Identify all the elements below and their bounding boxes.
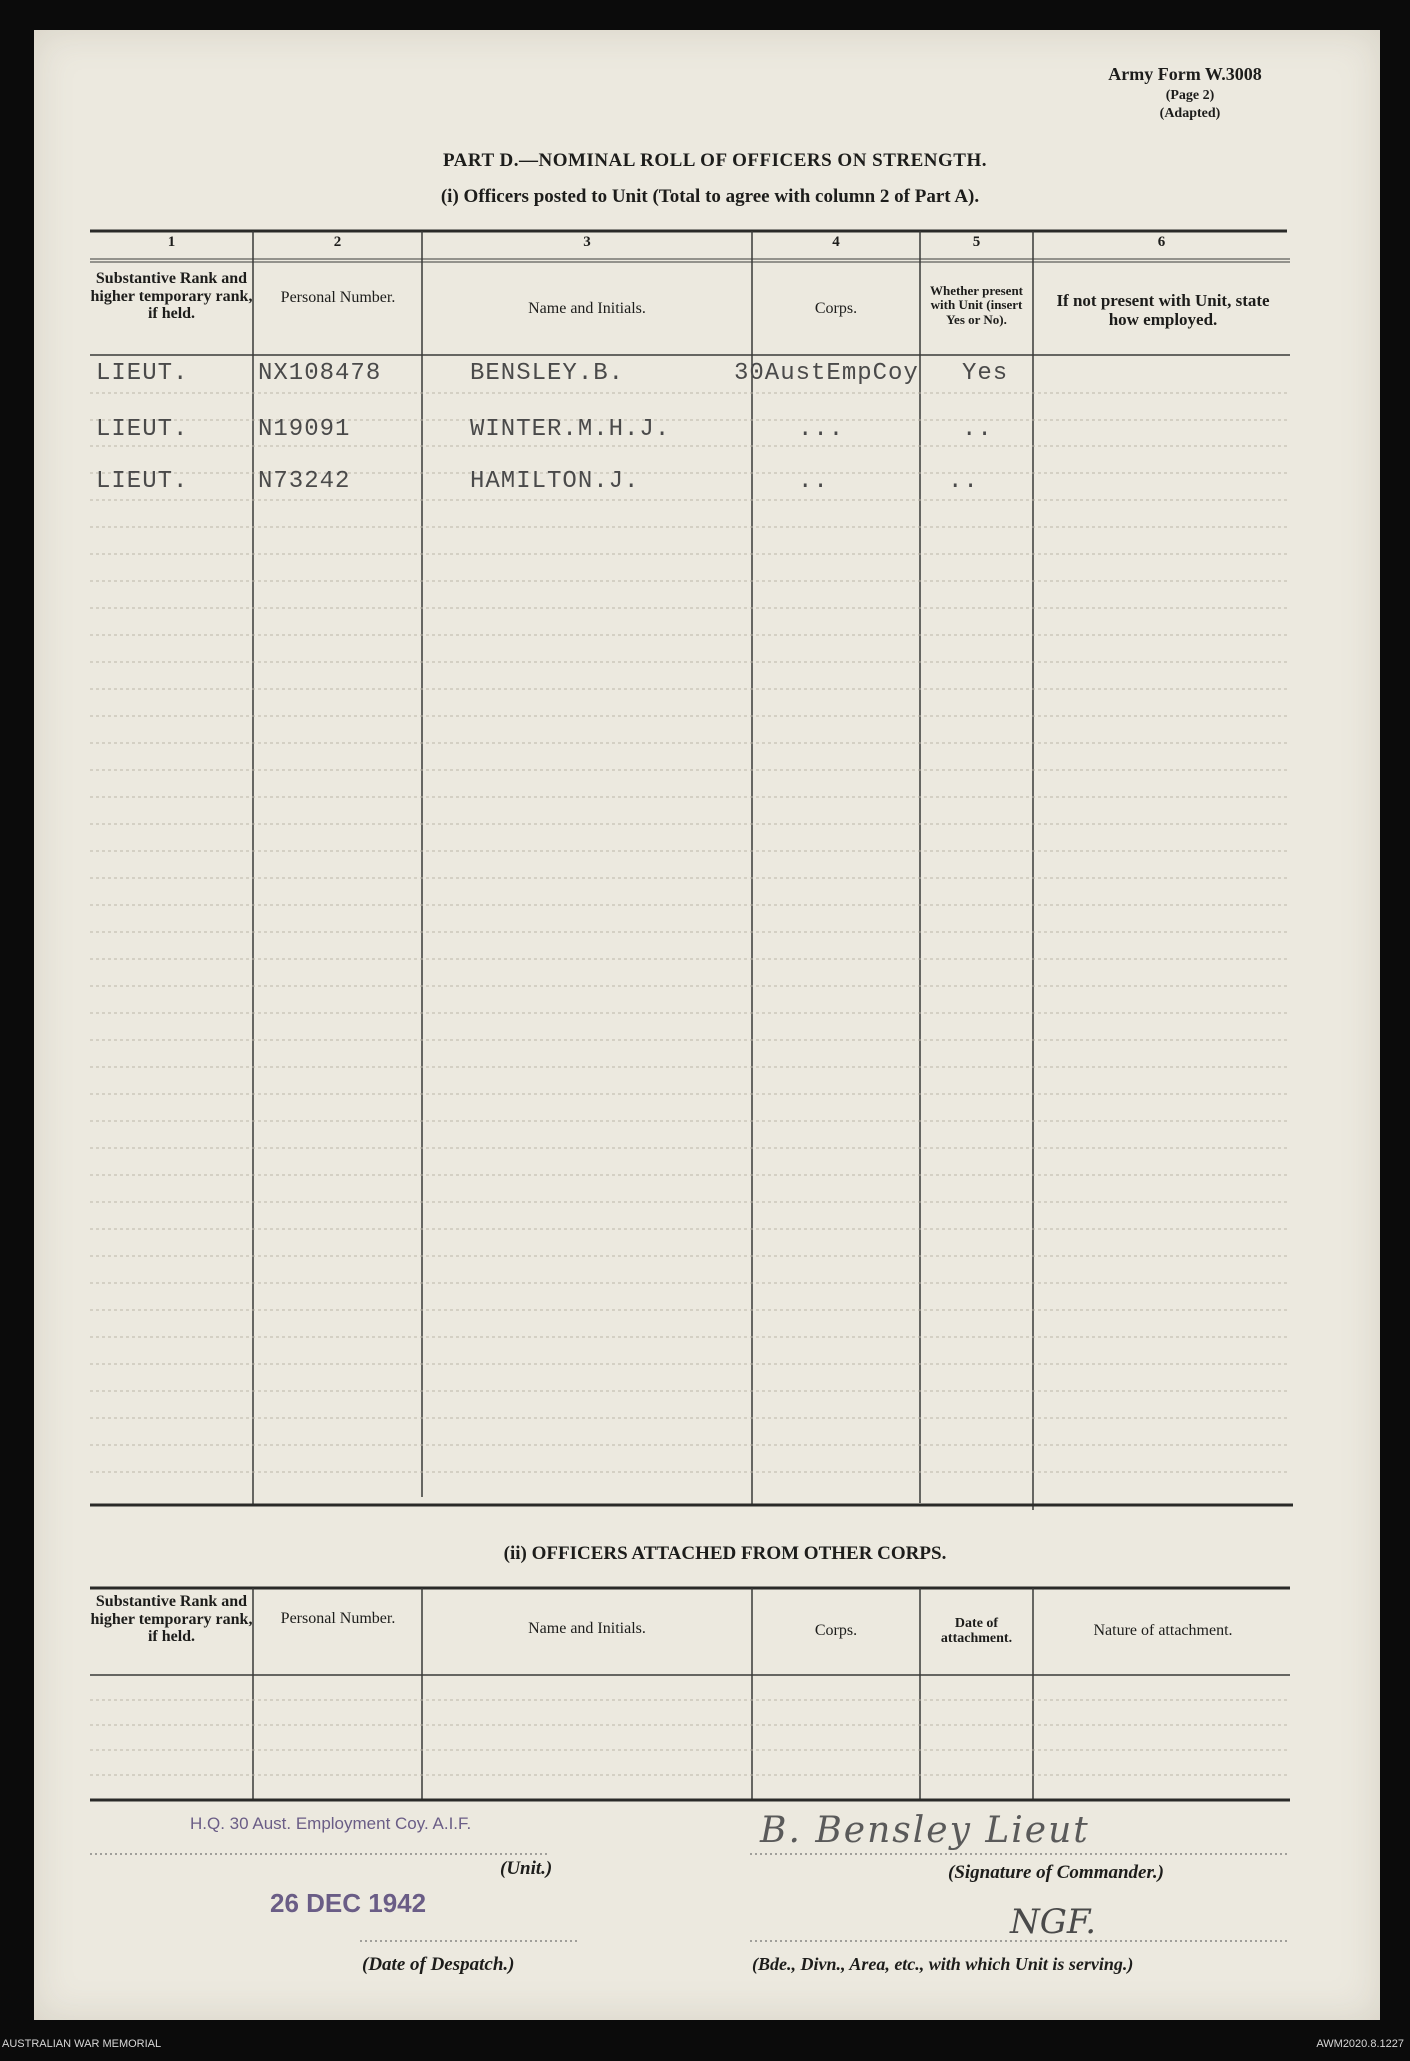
signature-label: (Signature of Commander.)	[948, 1862, 1164, 1883]
unit-stamp: H.Q. 30 Aust. Employment Coy. A.I.F.	[190, 1814, 472, 1833]
row2-rank: LIEUT.	[96, 416, 189, 443]
row1-corps: 30AustEmpCoy	[734, 360, 919, 387]
serving-label: (Bde., Divn., Area, etc., with which Unit is serving.)	[752, 1954, 1134, 1974]
col-number-5: 5	[972, 234, 981, 250]
form-adapted: (Adapted)	[1159, 106, 1221, 121]
serving-handwriting: NGF.	[1010, 1902, 1097, 1942]
header-rank: Substantive Rank and higher temporary rank, if held.	[90, 270, 253, 323]
form-id: Army Form W.3008	[1108, 64, 1262, 84]
s2-header-date: Date of attachment.	[940, 1616, 1013, 1647]
section2-title: (ii) OFFICERS ATTACHED FROM OTHER CORPS.	[503, 1543, 947, 1564]
signature-line	[750, 1853, 1290, 1857]
s2-header-name: Name and Initials.	[528, 1620, 646, 1637]
col-number-6: 6	[1157, 234, 1166, 250]
row3-rank: LIEUT.	[96, 468, 189, 495]
section1-title-rest: (Total to agree with column 2 of Part A).	[652, 186, 980, 207]
col-number-4: 4	[832, 234, 840, 250]
row1-rank: LIEUT.	[96, 360, 189, 387]
unit-label: (Unit.)	[500, 1858, 553, 1879]
col-number-2: 2	[333, 234, 342, 250]
unit-line	[90, 1853, 550, 1857]
header-employed: If not present with Unit, state how employed.	[1056, 291, 1270, 329]
s2-header-number: Personal Number.	[280, 1610, 396, 1627]
date-stamp: 26 DEC 1942	[270, 1888, 427, 1918]
section1-title-bold: (i) Officers posted to Unit	[440, 186, 648, 207]
date-line	[360, 1940, 580, 1944]
commander-signature: B. Bensley Lieut	[760, 1810, 1090, 1851]
date-label: (Date of Despatch.)	[362, 1954, 515, 1975]
page-title: PART D.—NOMINAL ROLL OF OFFICERS ON STRENGTH.	[442, 150, 988, 171]
row3-corps: ..	[798, 468, 829, 495]
header-name: Name and Initials.	[528, 300, 646, 317]
row1-number: NX108478	[258, 360, 382, 387]
col-number-1: 1	[167, 234, 176, 250]
row3-number: N73242	[258, 468, 351, 495]
archive-caption-right: AWM2020.8.1227	[1316, 2038, 1404, 2050]
header-number: Personal Number.	[280, 289, 396, 306]
header-corps: Corps.	[814, 300, 858, 317]
row3-present: ..	[948, 468, 979, 495]
row2-name: WINTER.M.H.J.	[470, 416, 671, 443]
s2-header-nature: Nature of attachment.	[1093, 1622, 1233, 1639]
form-page-number: (Page 2)	[1165, 88, 1215, 103]
row2-corps: ...	[798, 416, 845, 443]
row1-name: BENSLEY.B.	[470, 360, 625, 387]
s2-header-rank: Substantive Rank and higher temporary rank, if held.	[90, 1593, 253, 1646]
col-number-3: 3	[583, 234, 591, 250]
archive-caption-left: AUSTRALIAN WAR MEMORIAL	[2, 2038, 162, 2050]
serving-line	[750, 1940, 1290, 1944]
row2-present: ..	[962, 416, 993, 443]
header-present: Whether present with Unit (insert Yes or No).	[929, 283, 1024, 327]
row3-name: HAMILTON.J.	[470, 468, 640, 495]
row1-present: Yes	[962, 360, 1009, 387]
row2-number: N19091	[258, 416, 351, 443]
s2-header-corps: Corps.	[814, 1622, 858, 1639]
